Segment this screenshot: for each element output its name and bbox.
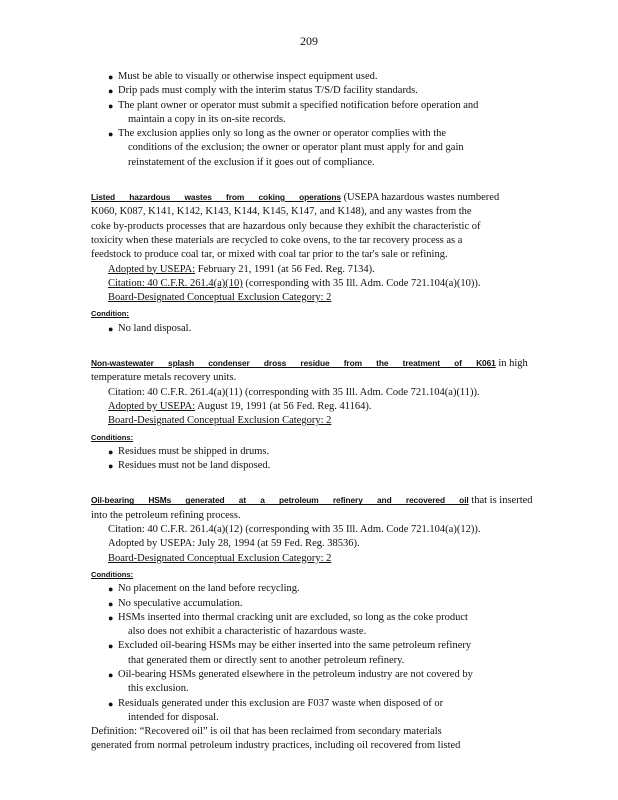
list-item bbox=[91, 70, 537, 84]
condition-text: No speculative accumulation. bbox=[118, 597, 243, 609]
list-item bbox=[91, 668, 537, 697]
conditions-list bbox=[91, 582, 537, 725]
document-body bbox=[91, 70, 537, 754]
condition-text: Residues must not be land disposed. bbox=[118, 460, 271, 472]
desc-line: toxicity when these materials are recycled to coke ovens, to the tar recovery process as a bbox=[91, 234, 463, 246]
conditions-heading: Conditions: bbox=[91, 432, 134, 442]
definition-line: generated from normal petroleum industry practices, including oil recovered from listed bbox=[91, 740, 461, 752]
bullet-text-cont: maintain a copy in its on-site records. bbox=[128, 113, 286, 125]
adopted-value: August 19, 1991 (at 56 Fed. Reg. 41164). bbox=[197, 400, 372, 412]
section-description bbox=[91, 190, 537, 205]
list-item bbox=[91, 639, 537, 668]
exclusion-section-coking bbox=[91, 190, 537, 336]
desc-line: coke by-products processes that are hazardous only because they exhibit the characteristic of bbox=[91, 220, 481, 232]
condition-text: No land disposal. bbox=[118, 322, 192, 334]
list-item bbox=[91, 597, 537, 611]
citation-label: Citation: 40 C.F.R. 261.4(a)(10) bbox=[108, 277, 243, 289]
desc-line: temperature metals recovery units. bbox=[91, 372, 237, 384]
adopted-line bbox=[91, 400, 537, 414]
list-item bbox=[91, 582, 537, 596]
desc-line: feedstock to produce coal tar, or mixed with coal tar prior to the tar's sale or refining. bbox=[91, 249, 448, 261]
page-number: 209 bbox=[300, 34, 318, 48]
exclusion-section-oil-bearing bbox=[91, 493, 537, 753]
section-title: Listed hazardous wastes from coking operations bbox=[91, 192, 341, 203]
board-category: Board-Designated Conceptual Exclusion Category: 2 bbox=[108, 415, 332, 427]
list-item bbox=[91, 611, 537, 640]
list-item bbox=[91, 445, 537, 459]
list-item bbox=[91, 322, 537, 336]
citation-line bbox=[91, 277, 537, 291]
intro-bullet-list bbox=[91, 70, 537, 170]
condition-text-cont: intended for disposal. bbox=[128, 711, 219, 723]
board-category-line bbox=[91, 291, 537, 305]
conditions-list bbox=[91, 322, 537, 336]
adopted-label: Adopted by USEPA: bbox=[108, 400, 196, 412]
board-category-line bbox=[91, 414, 537, 428]
desc-line: into the petroleum refining process. bbox=[91, 509, 241, 521]
citation-line: Citation: 40 C.F.R. 261.4(a)(11) (corresponding with 35 Ill. Adm. Code 721.104(a)(11)). bbox=[108, 386, 480, 398]
condition-text-cont: this exclusion. bbox=[128, 683, 189, 695]
board-category-line bbox=[91, 552, 537, 566]
condition-text: Oil-bearing HSMs generated elsewhere in the petroleum industry are not covered by bbox=[118, 668, 473, 680]
section-description bbox=[91, 493, 537, 508]
bullet-text: The exclusion applies only so long as the owner or operator complies with the bbox=[118, 128, 447, 140]
bullet-text-cont: conditions of the exclusion; the owner or operator plant must apply for and gain bbox=[128, 142, 464, 154]
bullet-text-cont: reinstatement of the exclusion if it goes out of compliance. bbox=[128, 156, 375, 168]
definition-line: Definition: “Recovered oil” is oil that has been reclaimed from secondary materials bbox=[91, 726, 442, 738]
adopted-value: February 21, 1991 (at 56 Fed. Reg. 7134). bbox=[197, 263, 375, 275]
adopted-line bbox=[91, 263, 537, 277]
adopted-label: Adopted by USEPA: bbox=[108, 263, 196, 275]
section-title: Non-wastewater splash condenser dross residue from the treatment of K061 bbox=[91, 358, 496, 369]
condition-text: HSMs inserted into thermal cracking unit are excluded, so long as the coke product bbox=[118, 611, 468, 623]
conditions-list bbox=[91, 445, 537, 474]
desc-text: (USEPA hazardous wastes numbered bbox=[343, 192, 500, 204]
board-category: Board-Designated Conceptual Exclusion Category: 2 bbox=[108, 552, 332, 564]
board-category: Board-Designated Conceptual Exclusion Category: 2 bbox=[108, 292, 332, 304]
citation-value: (corresponding with 35 Ill. Adm. Code 721.104(a)(10)). bbox=[245, 277, 481, 289]
section-description bbox=[91, 356, 537, 371]
exclusion-section-dross bbox=[91, 356, 537, 473]
desc-line: K060, K087, K141, K142, K143, K144, K145, K147, and K148), and any wastes from the bbox=[91, 206, 472, 218]
list-item bbox=[91, 459, 537, 473]
conditions-heading: Conditions: bbox=[91, 569, 134, 579]
desc-text: that is inserted bbox=[471, 495, 533, 507]
list-item bbox=[91, 84, 537, 98]
list-item bbox=[91, 99, 537, 128]
bullet-text: The plant owner or operator must submit a specified notification before operation and bbox=[118, 99, 479, 111]
desc-text: in high bbox=[498, 358, 528, 370]
condition-text: No placement on the land before recycling. bbox=[118, 583, 300, 595]
citation-line: Citation: 40 C.F.R. 261.4(a)(12) (corresponding with 35 Ill. Adm. Code 721.104(a)(12)). bbox=[108, 524, 481, 536]
condition-text: Residues must be shipped in drums. bbox=[118, 445, 270, 457]
bullet-text: Drip pads must comply with the interim status T/S/D facility standards. bbox=[118, 85, 418, 97]
conditions-heading: Condition: bbox=[91, 309, 129, 319]
list-item bbox=[91, 697, 537, 726]
bullet-text: Must be able to visually or otherwise inspect equipment used. bbox=[118, 71, 378, 82]
adopted-line: Adopted by USEPA: July 28, 1994 (at 59 Fed. Reg. 38536). bbox=[108, 538, 360, 550]
condition-text: Residuals generated under this exclusion are F037 waste when disposed of or bbox=[118, 697, 444, 709]
list-item bbox=[91, 127, 537, 170]
condition-text: Excluded oil-bearing HSMs may be either inserted into the same petroleum refinery bbox=[118, 640, 472, 652]
condition-text-cont: that generated them or directly sent to another petroleum refinery. bbox=[128, 654, 405, 666]
section-title: Oil-bearing HSMs generated at a petroleum refinery and recovered oil bbox=[91, 495, 469, 506]
condition-text-cont: also does not exhibit a characteristic of hazardous waste. bbox=[128, 626, 367, 638]
